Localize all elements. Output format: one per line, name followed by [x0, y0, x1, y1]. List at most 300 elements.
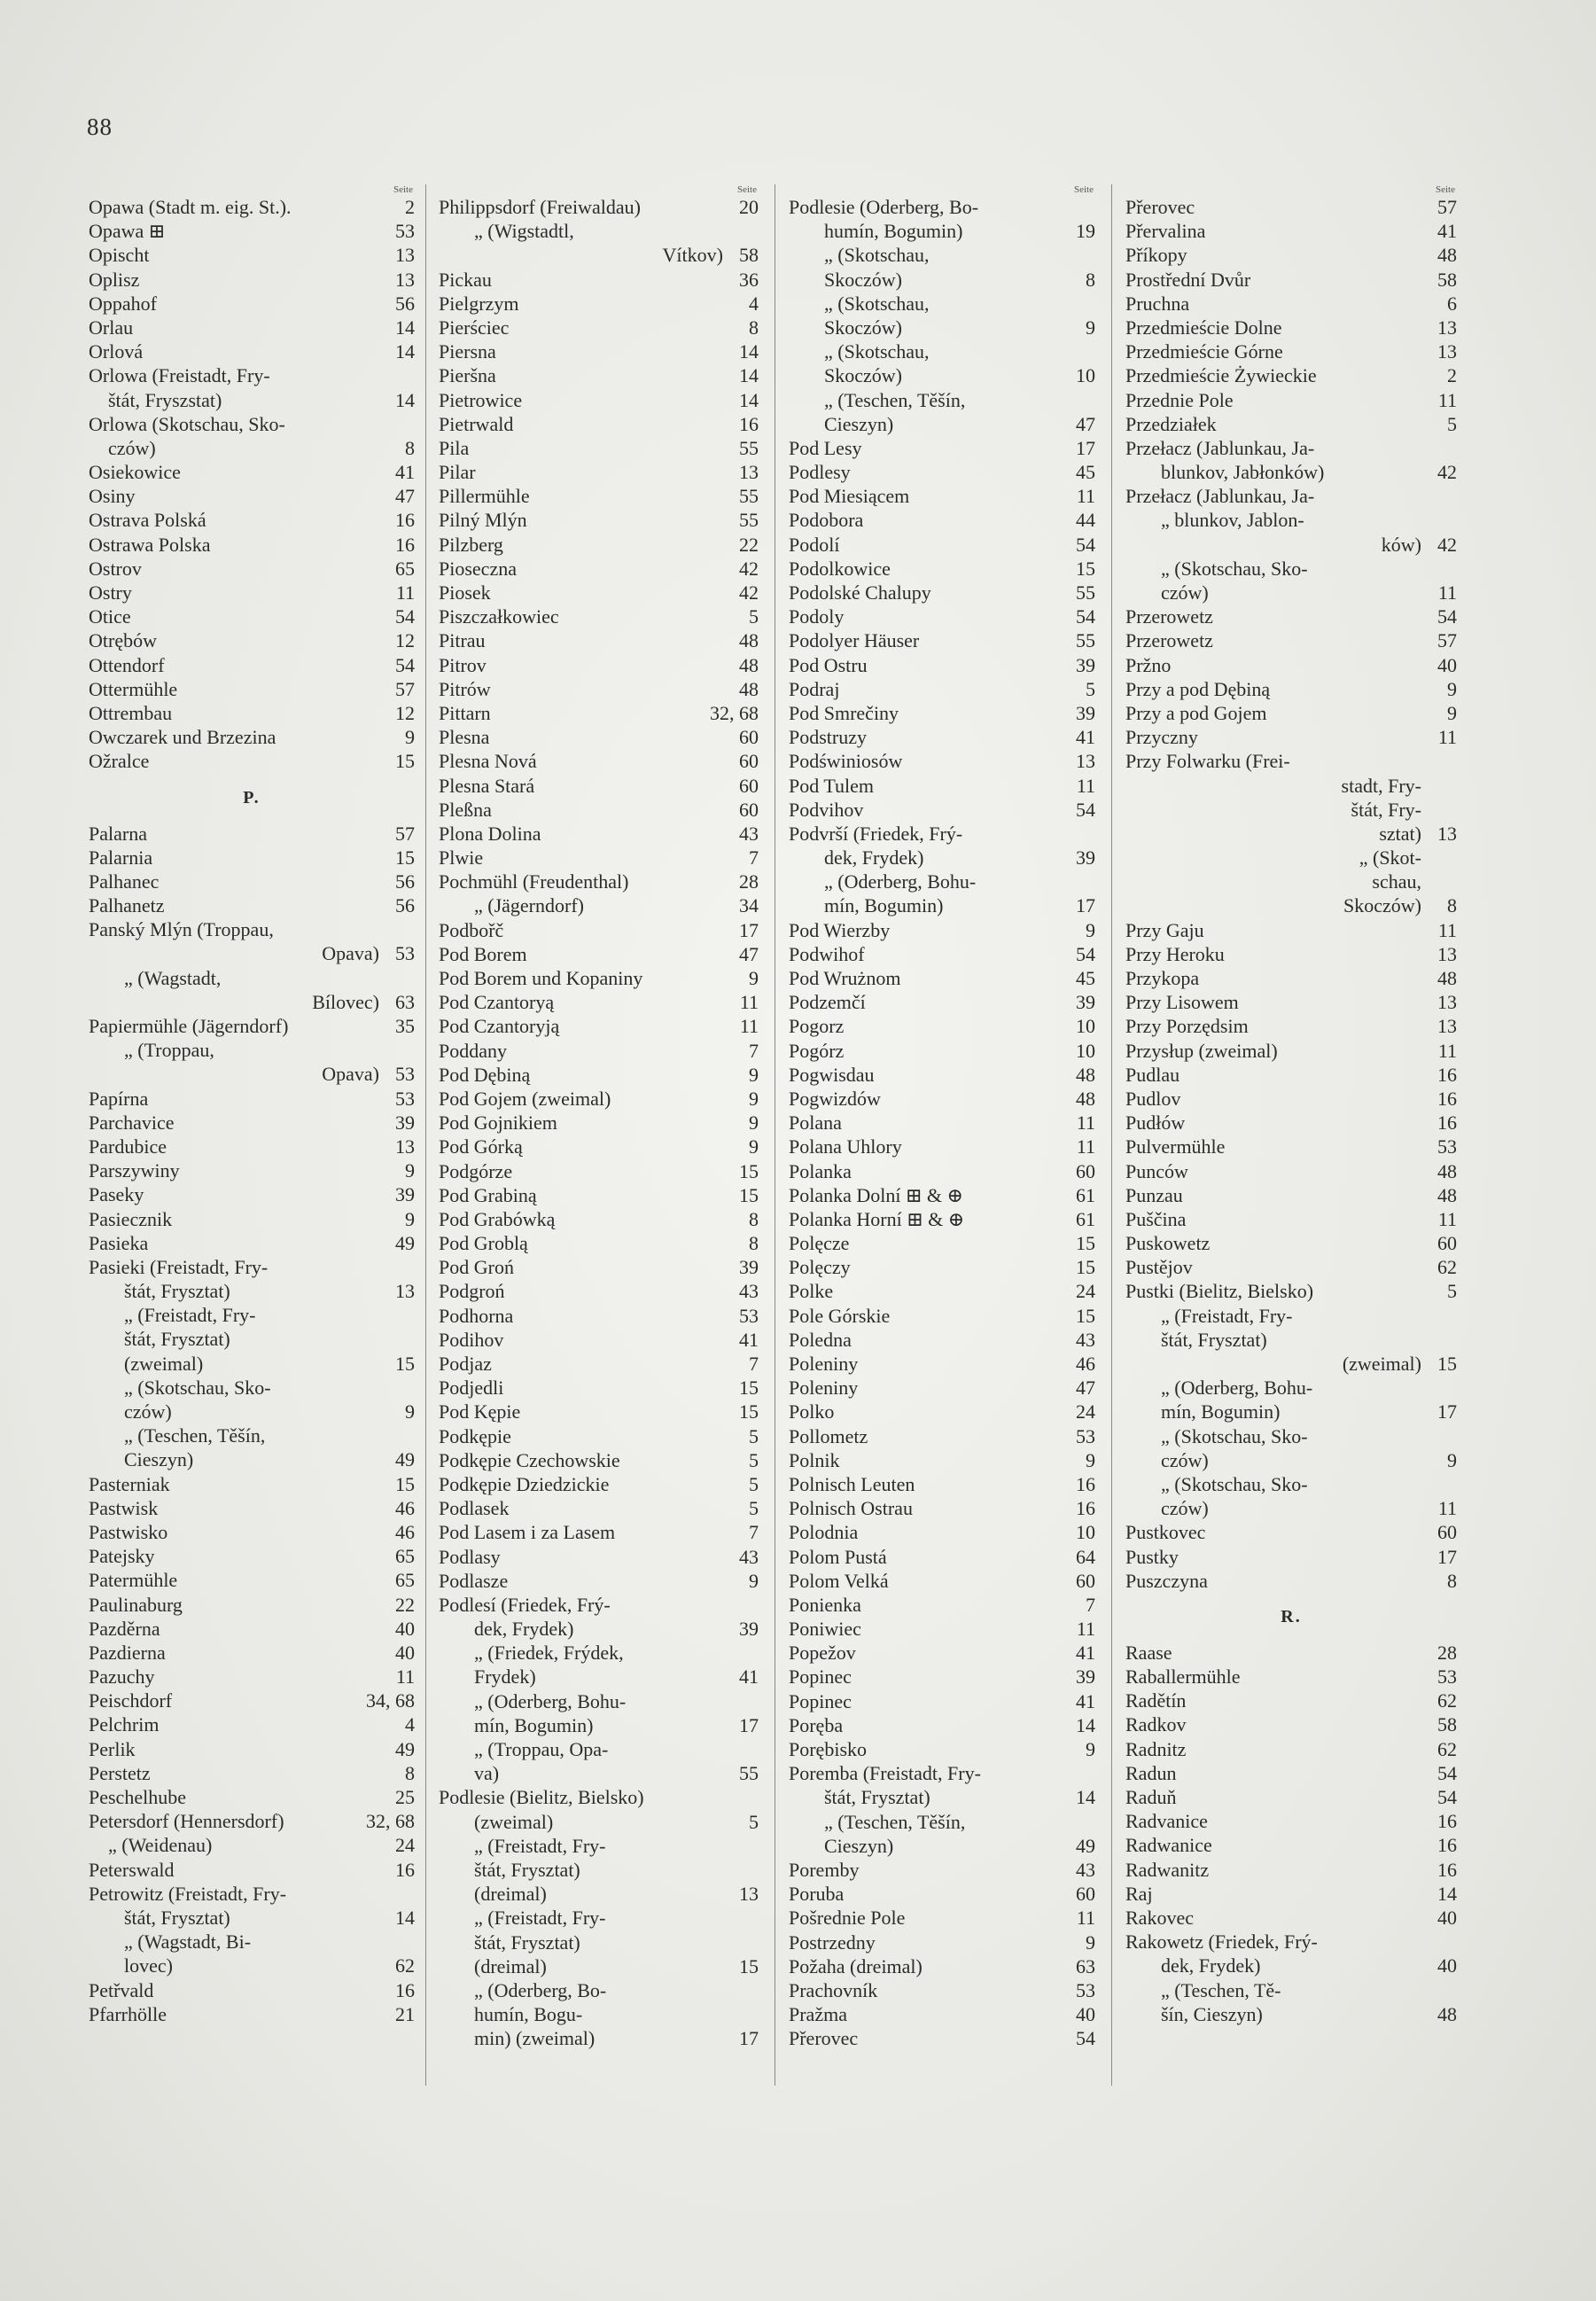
entry-page: 57 — [395, 677, 415, 700]
entry-page: 8 — [405, 436, 415, 459]
entry-name: Pruchna — [1125, 292, 1190, 315]
entry-name: „ (Wagstadt, Bi- — [124, 1930, 252, 1954]
entry-page: 40 — [395, 1641, 415, 1664]
entry-name: Podlasze — [439, 1569, 509, 1592]
entry-name: Osiny — [89, 485, 136, 508]
index-entry — [439, 1135, 759, 1158]
entry-name: Radětín — [1125, 1689, 1187, 1712]
entry-page: 11 — [1076, 774, 1095, 797]
entry-name: (zweimal) — [474, 1810, 554, 1833]
entry-name: Punców — [1125, 1159, 1188, 1182]
index-entry — [1125, 1472, 1457, 1496]
index-entry — [1125, 1858, 1457, 1882]
index-entry — [1125, 436, 1457, 460]
entry-name: Pod Czantoryją — [439, 1015, 560, 1038]
entry-page: 48 — [1437, 1159, 1457, 1182]
index-entry — [439, 1159, 759, 1183]
index-entry — [89, 581, 415, 604]
index-entry — [789, 2026, 1095, 2050]
index-entry — [1125, 1231, 1457, 1255]
entry-name: „ (Skotschau, — [824, 292, 930, 315]
entry-name: Požaha (dreimal) — [789, 1954, 923, 1977]
index-entry — [789, 774, 1095, 798]
entry-name: štát, Fryszstat) — [108, 388, 222, 411]
entry-name: Piersna — [439, 340, 496, 363]
entry-page: 5 — [749, 1497, 759, 1520]
index-entry — [89, 1593, 415, 1617]
entry-page: 15 — [1076, 1232, 1095, 1255]
entry-page: 54 — [1076, 533, 1095, 556]
entry-page: 57 — [1437, 629, 1457, 652]
index-entry — [439, 1207, 759, 1231]
entry-page: 24 — [1076, 1400, 1095, 1424]
entry-name: Příkopy — [1125, 244, 1187, 267]
entry-page: 15 — [739, 1159, 759, 1182]
entry-page: 40 — [1437, 1906, 1457, 1929]
index-entry — [789, 1545, 1095, 1569]
entry-name: „ blunkov, Jablon- — [1161, 509, 1304, 532]
index-entry — [89, 966, 415, 990]
entry-page: 49 — [1076, 1834, 1095, 1857]
entry-page: 41 — [395, 461, 415, 484]
entry-page: 48 — [1437, 244, 1457, 267]
index-entry — [1125, 1039, 1457, 1063]
entry-name: „ (Oderberg, Bohu- — [474, 1689, 627, 1712]
entry-page: 8 — [1447, 894, 1457, 917]
entry-name: Pod Górką — [439, 1135, 523, 1158]
entry-name: Rakowetz (Friedek, Frý- — [1125, 1930, 1318, 1954]
index-entry — [1125, 412, 1457, 436]
index-entry — [439, 798, 759, 822]
index-entry — [1125, 701, 1457, 725]
index-entry — [789, 677, 1095, 701]
index-entry — [89, 1111, 415, 1135]
entry-name: „ (Oderberg, Bo- — [474, 1978, 607, 2001]
index-entry — [439, 1352, 759, 1376]
entry-name: Pod Groblą — [439, 1232, 528, 1255]
index-entry — [1125, 942, 1457, 966]
index-entry — [89, 1014, 415, 1038]
index-entry — [89, 1954, 415, 1977]
index-entry — [89, 1207, 415, 1231]
entry-name: Parchavice — [89, 1111, 175, 1134]
index-entry — [789, 1183, 1095, 1207]
entry-name: Philippsdorf (Freiwaldau) — [439, 196, 641, 218]
index-entry — [439, 846, 759, 870]
entry-name: Prachovník — [789, 1978, 878, 2001]
entry-list — [1125, 195, 1457, 2026]
entry-page: 53 — [1437, 1135, 1457, 1158]
index-entry — [789, 918, 1095, 942]
entry-name: Podvrší (Friedek, Frý- — [789, 822, 963, 845]
entry-page: 54 — [395, 653, 415, 676]
entry-name: Podolské Chalupy — [789, 581, 931, 604]
entry-page: 43 — [739, 822, 759, 845]
index-entry — [89, 1400, 415, 1424]
index-entry — [789, 1039, 1095, 1063]
entry-name: Popežov — [789, 1642, 856, 1665]
index-entry — [789, 1617, 1095, 1641]
entry-page: 15 — [1437, 1353, 1457, 1375]
index-entry — [1125, 1712, 1457, 1736]
entry-name: min) (zweimal) — [474, 2027, 596, 2050]
entry-name: Pilný Mlýn — [439, 509, 527, 532]
index-entry — [789, 1111, 1095, 1135]
entry-page: 20 — [739, 196, 759, 218]
entry-name: Papiermühle (Jägerndorf) — [89, 1015, 289, 1037]
entry-page: 13 — [395, 1280, 415, 1303]
index-entry — [89, 508, 415, 532]
entry-page: 16 — [395, 509, 415, 532]
entry-name: „ (Skotschau, Sko- — [1161, 1472, 1308, 1495]
entry-name: stadt, Fry- — [1341, 774, 1421, 797]
entry-name: Podlesy — [789, 461, 851, 484]
entry-name: Radwanice — [1125, 1834, 1212, 1857]
entry-name: Otrębów — [89, 629, 157, 652]
entry-page: 10 — [1076, 1039, 1095, 1062]
entry-name: Ostrawa Polska — [89, 533, 211, 556]
entry-name: Przerowetz — [1125, 629, 1213, 652]
entry-page: 42 — [1437, 533, 1457, 556]
entry-page: 43 — [1076, 1858, 1095, 1881]
index-entry — [439, 339, 759, 363]
entry-name: Petersdorf (Hennersdorf) — [89, 1810, 284, 1833]
entry-page: 15 — [395, 1352, 415, 1375]
index-entry — [439, 412, 759, 436]
entry-page: 55 — [1076, 581, 1095, 604]
entry-name: Pod Grabówką — [439, 1207, 556, 1230]
entry-name: Pole Górskie — [789, 1304, 891, 1327]
entry-name: Raase — [1125, 1641, 1172, 1664]
entry-page: 2 — [405, 196, 415, 218]
index-entry — [439, 1761, 759, 1785]
entry-page: 8 — [1086, 268, 1095, 291]
entry-page: 16 — [395, 533, 415, 556]
entry-page: 14 — [739, 340, 759, 363]
entry-page: 11 — [1437, 581, 1457, 604]
index-entry — [789, 195, 1095, 219]
entry-name: Vítkov) — [662, 244, 723, 267]
index-entry — [439, 653, 759, 677]
entry-name: Piosek — [439, 581, 491, 604]
entry-page: 11 — [395, 1665, 415, 1689]
index-entry — [789, 1376, 1095, 1400]
entry-name: dek, Frydek) — [1161, 1954, 1261, 1977]
index-entry — [89, 1087, 415, 1111]
index-entry — [89, 1930, 415, 1954]
entry-name: Pillermühle — [439, 485, 530, 508]
entry-name: Ottrembau — [89, 701, 173, 724]
entry-page: 56 — [395, 870, 415, 893]
entry-page: 9 — [1086, 316, 1095, 339]
entry-name: Przedziałek — [1125, 412, 1217, 435]
entry-name: blunkov, Jabłonków) — [1161, 461, 1325, 484]
entry-list — [789, 195, 1095, 2050]
entry-name: Pod Borem — [439, 942, 527, 965]
entry-name: humín, Bogu- — [474, 2003, 583, 2026]
index-entry — [1125, 1207, 1457, 1231]
index-entry — [789, 1906, 1095, 1930]
entry-page: 57 — [1437, 196, 1457, 218]
entry-name: „ (Teschen, Tě- — [1161, 1978, 1281, 2001]
entry-page: 25 — [395, 1786, 415, 1808]
entry-page: 48 — [1437, 1183, 1457, 1206]
entry-name: „ (Skotschau, Sko- — [124, 1376, 271, 1399]
index-entry — [439, 1183, 759, 1207]
entry-name: „ (Skotschau, — [824, 340, 930, 363]
index-entry — [439, 557, 759, 581]
entry-page: 42 — [1437, 461, 1457, 484]
index-entry — [439, 1930, 759, 1954]
entry-name: Papírna — [89, 1087, 149, 1110]
entry-page: 41 — [739, 1328, 759, 1351]
entry-name: Cieszyn) — [124, 1448, 194, 1471]
entry-page: 9 — [1086, 1930, 1095, 1954]
entry-page: 61 — [1076, 1183, 1095, 1206]
entry-page: 54 — [395, 605, 415, 628]
index-entry — [1125, 725, 1457, 749]
entry-page: 11 — [739, 1015, 759, 1038]
index-entry — [1125, 846, 1457, 870]
index-entry — [1125, 292, 1457, 316]
index-entry — [789, 1279, 1095, 1303]
entry-name: Pitrov — [439, 653, 487, 676]
index-entry — [789, 870, 1095, 893]
entry-name: štát, Frysztat) — [824, 1786, 930, 1809]
entry-name: Podjaz — [439, 1353, 492, 1375]
entry-name: humín, Bogumin) — [824, 220, 963, 243]
index-entry — [439, 1255, 759, 1279]
index-entry — [789, 363, 1095, 387]
entry-page: 11 — [1437, 1207, 1457, 1230]
entry-name: Pogwisdau — [789, 1063, 875, 1086]
entry-name: mín, Bogumin) — [474, 1713, 594, 1736]
entry-name: Plesna — [439, 726, 490, 749]
entry-page: 58 — [1437, 1713, 1457, 1736]
entry-page: 13 — [395, 268, 415, 291]
entry-name: Radkov — [1125, 1713, 1187, 1736]
entry-name: Podolí — [789, 533, 840, 556]
entry-page: 43 — [739, 1545, 759, 1568]
entry-name: „ (Wagstadt, — [124, 966, 222, 989]
entry-name: Polnisch Leuten — [789, 1472, 915, 1495]
index-entry — [89, 1352, 415, 1376]
entry-name: Peischdorf — [89, 1689, 173, 1712]
index-entry — [789, 1785, 1095, 1809]
index-entry — [439, 1545, 759, 1569]
entry-page: 54 — [1076, 605, 1095, 628]
entry-name: dek, Frydek) — [474, 1618, 574, 1641]
entry-name: Raduň — [1125, 1786, 1177, 1808]
entry-name: Pod Lesy — [789, 436, 862, 459]
entry-page: 5 — [749, 1810, 759, 1833]
index-entry — [789, 1882, 1095, 1906]
entry-name: Pogwizdów — [789, 1087, 881, 1110]
index-entry — [1125, 219, 1457, 243]
entry-name: Poleniny — [789, 1353, 859, 1375]
index-entry — [89, 1255, 415, 1279]
entry-name: Pod Groń — [439, 1256, 514, 1279]
index-entry — [439, 822, 759, 846]
entry-page: 21 — [395, 2002, 415, 2025]
entry-page: 44 — [1076, 509, 1095, 532]
index-entry — [439, 990, 759, 1014]
index-entry — [789, 1207, 1095, 1231]
entry-page: 14 — [1076, 1786, 1095, 1809]
entry-name: Palarna — [89, 822, 147, 845]
entry-page: 16 — [1437, 1858, 1457, 1881]
entry-page: 15 — [739, 1377, 759, 1400]
entry-page: 11 — [1437, 388, 1457, 411]
index-entry — [1125, 1183, 1457, 1207]
entry-name: Podlesie (Oderberg, Bo- — [789, 196, 979, 218]
entry-page: 54 — [1076, 2027, 1095, 2050]
entry-name: Pioseczna — [439, 557, 517, 580]
seite-header: Seite — [393, 184, 413, 195]
entry-page: 54 — [1437, 1786, 1457, 1808]
entry-name: Poleniny — [789, 1377, 859, 1400]
entry-name: Pilzberg — [439, 533, 503, 556]
entry-name: Pod Borem und Kopaniny — [439, 967, 643, 989]
entry-name: šín, Cieszyn) — [1161, 2002, 1263, 2025]
entry-page: 5 — [1447, 412, 1457, 435]
entry-name: Rakovec — [1125, 1906, 1194, 1929]
entry-name: Přerovec — [1125, 196, 1195, 218]
entry-page: 7 — [749, 1039, 759, 1062]
index-entry — [89, 243, 415, 267]
entry-name: Perlik — [89, 1737, 136, 1760]
entry-page: 47 — [1076, 1377, 1095, 1400]
entry-page: 16 — [395, 1978, 415, 2001]
entry-page: 4 — [405, 1713, 415, 1736]
index-entry — [1125, 628, 1457, 652]
index-entry — [439, 749, 759, 773]
index-entry — [439, 292, 759, 316]
entry-page: 5 — [1086, 677, 1095, 700]
entry-page: 15 — [1076, 1304, 1095, 1327]
index-entry — [1125, 774, 1457, 798]
index-entry — [1125, 1978, 1457, 2002]
index-entry — [89, 701, 415, 725]
entry-page: 63 — [395, 990, 415, 1013]
entry-name: czów) — [1161, 1448, 1209, 1471]
index-entry — [439, 1520, 759, 1544]
entry-page: 60 — [1076, 1159, 1095, 1182]
index-entry — [439, 1593, 759, 1617]
entry-page: 48 — [1076, 1087, 1095, 1110]
index-entry — [89, 1882, 415, 1906]
entry-page: 55 — [739, 1762, 759, 1785]
entry-name: štát, Frysztat) — [474, 1858, 580, 1881]
index-entry — [89, 1424, 415, 1447]
seite-header: Seite — [1074, 184, 1094, 195]
index-entry — [89, 1182, 415, 1206]
entry-page: 24 — [395, 1834, 415, 1857]
entry-name: (dreimal) — [474, 1954, 547, 1977]
index-entry — [1125, 1135, 1457, 1158]
entry-page: 15 — [1076, 557, 1095, 580]
entry-page: 32, 68 — [366, 1810, 415, 1833]
entry-name: Orlowa (Skotschau, Sko- — [89, 412, 285, 435]
entry-page: 45 — [1076, 461, 1095, 484]
entry-name: Pudłów — [1125, 1112, 1186, 1135]
index-entry — [89, 363, 415, 387]
entry-name: Podvihov — [789, 798, 864, 821]
entry-page: 16 — [1437, 1810, 1457, 1833]
index-entry — [1125, 1424, 1457, 1448]
entry-name: Bílovec) — [312, 990, 379, 1013]
entry-name: Peschelhube — [89, 1786, 186, 1808]
index-entry — [89, 2002, 415, 2026]
index-entry — [439, 1376, 759, 1400]
index-entry — [789, 1472, 1095, 1496]
index-entry — [789, 628, 1095, 652]
entry-page: 53 — [395, 1063, 415, 1086]
entry-page: 4 — [749, 292, 759, 315]
index-entry — [89, 412, 415, 436]
entry-page: 14 — [1437, 1882, 1457, 1905]
entry-name: sztat) — [1379, 822, 1421, 845]
index-entry — [439, 195, 759, 219]
entry-name: Pustki (Bielitz, Bielsko) — [1125, 1280, 1314, 1303]
index-entry — [89, 846, 415, 870]
entry-name: Přervalina — [1125, 220, 1206, 243]
index-entry — [1125, 339, 1457, 363]
entry-page: 49 — [395, 1448, 415, 1471]
entry-name: Paseky — [89, 1183, 144, 1206]
entry-page: 12 — [395, 629, 415, 652]
index-entry — [439, 1039, 759, 1063]
entry-page: 8 — [749, 1232, 759, 1255]
entry-name: „ (Freistadt, Fry- — [474, 1834, 606, 1857]
index-entry — [1125, 1352, 1457, 1376]
entry-name: Pošrednie Pole — [789, 1907, 906, 1930]
index-entry — [439, 1906, 759, 1930]
index-entry — [1125, 893, 1457, 917]
entry-page: 16 — [395, 1858, 415, 1881]
entry-name: mín, Bogumin) — [1161, 1400, 1281, 1424]
entry-name: „ (Teschen, Těšín, — [824, 1810, 966, 1833]
entry-name: Polanka Horní ⊞ & ⊕ — [789, 1207, 965, 1230]
index-entry — [1125, 1569, 1457, 1593]
index-entry — [789, 749, 1095, 773]
entry-name: Podzemčí — [789, 991, 866, 1014]
entry-page: 5 — [749, 1472, 759, 1495]
entry-name: Przedmieście Górne — [1125, 340, 1283, 363]
index-entry — [439, 1014, 759, 1038]
entry-name: Polom Velká — [789, 1569, 889, 1592]
index-entry — [89, 1062, 415, 1086]
entry-page: 11 — [1437, 918, 1457, 941]
entry-name: Polnik — [789, 1448, 840, 1471]
index-entry — [439, 1087, 759, 1111]
entry-page: 17 — [739, 2027, 759, 2050]
index-entry — [89, 268, 415, 292]
index-entry — [439, 1569, 759, 1593]
entry-name: Pilar — [439, 461, 476, 484]
entry-page: 9 — [405, 1159, 415, 1182]
entry-page: 7 — [1086, 1593, 1095, 1616]
index-entry — [439, 1063, 759, 1087]
entry-name: lovec) — [124, 1954, 173, 1977]
entry-name: (dreimal) — [474, 1883, 547, 1906]
index-entry — [1125, 1737, 1457, 1761]
entry-name: Podstruzy — [789, 726, 867, 749]
entry-name: Podobora — [789, 509, 864, 532]
index-entry — [439, 1882, 759, 1906]
entry-page: 62 — [1437, 1256, 1457, 1279]
entry-name: Radwanitz — [1125, 1858, 1210, 1881]
